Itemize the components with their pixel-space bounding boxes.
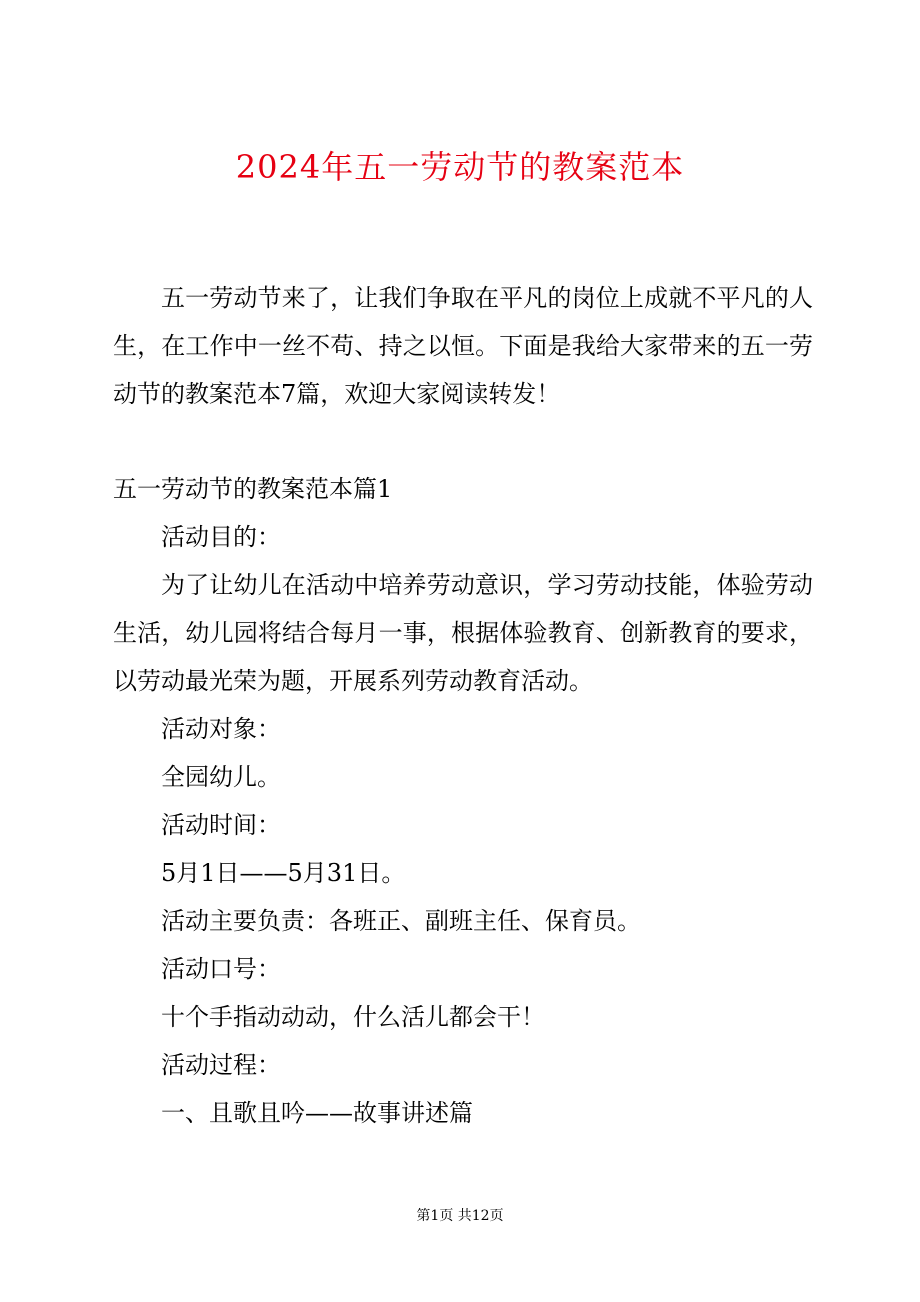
time-text: 5月1日——5月31日。: [161, 859, 406, 887]
process-item: 一、且歌且吟——故事讲述篇: [161, 1099, 473, 1127]
goal-label: 活动目的：: [161, 523, 281, 551]
lead-text: 活动主要负责：各班正、副班主任、保育员。: [161, 907, 641, 935]
document-title: 2024年五一劳动节的教案范本: [235, 148, 685, 186]
page-footer: 第1页 共12页: [416, 1208, 504, 1224]
document-body: [113, 465, 813, 1137]
intro-paragraph: 五一劳动节来了，让我们争取在平凡的岗位上成就不平凡的人生，在工作中一丝不苟、持之以恒。下面是我给大家带来的五一劳动节的教案范本7篇，欢迎大家阅读转发！: [113, 284, 813, 408]
target-label: 活动对象：: [161, 715, 281, 743]
goal-paragraph: 为了让幼儿在活动中培养劳动意识，学习劳动技能，体验劳动生活，幼儿园将结合每月一事，根据体验教育、创新教育的要求，以劳动最光荣为题，开展系列劳动教育活动。: [113, 571, 813, 695]
slogan-text: 十个手指动动动，什么活儿都会干！: [161, 1003, 545, 1031]
section-heading: 五一劳动节的教案范本篇1: [113, 475, 393, 503]
time-label: 活动时间：: [161, 811, 281, 839]
slogan-label: 活动口号：: [161, 955, 281, 983]
target-text: 全园幼儿。: [161, 763, 281, 791]
process-label: 活动过程：: [161, 1051, 281, 1079]
